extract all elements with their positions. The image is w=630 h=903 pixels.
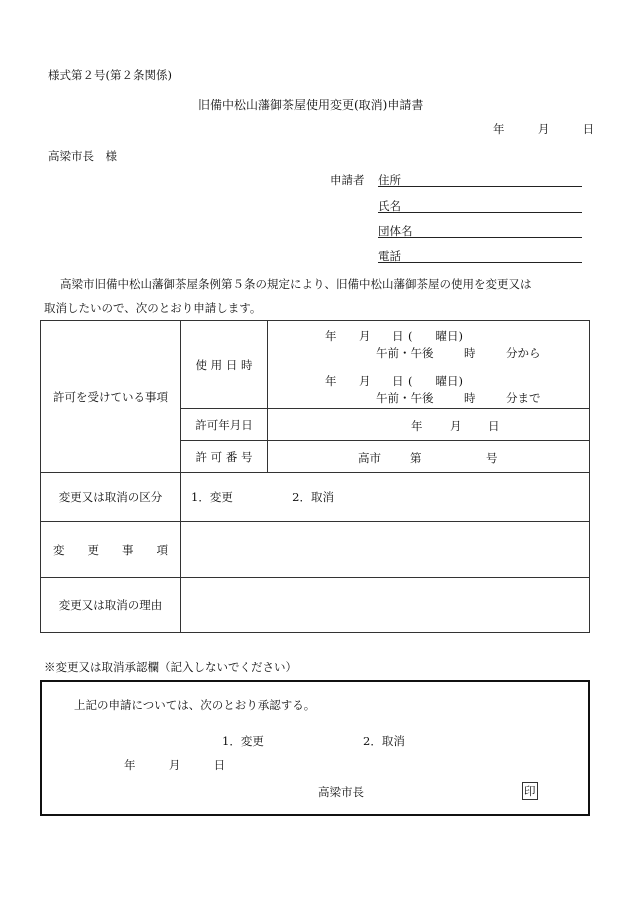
org-field[interactable] [378,223,582,238]
org-label: 団体名 [378,224,413,238]
approval-box [40,680,590,816]
change-items-cell[interactable] [181,522,590,578]
approval-mayor: 高梁市長 [318,785,364,799]
permit-month-label: 月 [450,418,462,433]
permitted-matters-label: 許可を受けている事項 [41,321,181,473]
end-year-label: 年 [325,373,337,388]
approval-text: 上記の申請については、次のとおり承認する。 [74,698,316,712]
permit-date-label: 許可年月日 [181,409,268,441]
approval-year-label: 年 [124,758,136,772]
end-month-label: 月 [359,373,371,388]
start-ampm-label: 午前・午後 [376,345,434,360]
approval-option-change: 1．変更 [222,734,264,748]
name-field[interactable] [378,198,582,213]
change-items-label: 変 更 事 項 [41,522,181,578]
application-table [40,320,590,633]
start-day-label: 日 [392,328,404,343]
category-option-cancel[interactable]: 2．取消 [292,490,334,504]
permit-number-dai: 第 [410,450,422,465]
address-field[interactable] [378,172,582,187]
permit-date-cell[interactable] [268,409,590,441]
date-month-label: 月 [537,122,550,136]
approval-date [124,757,225,773]
approval-day-label: 日 [213,758,226,772]
end-ampm-label: 午前・午後 [376,390,434,405]
date-year-label: 年 [493,122,505,136]
phone-field[interactable] [378,248,582,263]
reason-cell[interactable] [181,578,590,633]
approval-month-label: 月 [168,758,181,772]
start-minute-label: 分から [506,345,541,360]
start-weekday-label: ( 曜日) [408,328,463,343]
approval-option-cancel: 2．取消 [363,734,405,748]
permit-number-label: 許 可 番 号 [181,441,268,473]
date-day-label: 日 [582,122,595,136]
reason-label: 変更又は取消の理由 [41,578,181,633]
end-hour-label: 時 [464,390,476,405]
usage-datetime-cell[interactable] [268,321,590,409]
start-hour-label: 時 [464,345,476,360]
category-cell[interactable] [181,473,590,522]
intro-line-2: 取消したいので、次のとおり申請します。 [44,301,262,315]
name-label: 氏名 [378,199,401,213]
permit-day-label: 日 [488,418,500,433]
intro-line-1: 高梁市旧備中松山藩御茶屋条例第５条の規定により、旧備中松山藩御茶屋の使用を変更又は [60,277,532,291]
category-label: 変更又は取消の区分 [41,473,181,522]
start-year-label: 年 [325,328,337,343]
form-title: 旧備中松山藩御茶屋使用変更(取消)申請書 [198,98,424,112]
date-line [493,121,594,137]
approval-heading: ※変更又は取消承認欄（記入しないでください） [44,660,297,674]
applicant-label: 申請者 [330,173,365,187]
permit-number-prefix: 高市 [358,450,381,465]
end-weekday-label: ( 曜日) [408,373,463,388]
usage-datetime-label: 使 用 日 時 [181,321,268,409]
form-number: 様式第２号(第２条関係) [48,68,172,82]
end-minute-label: 分まで [506,390,541,405]
permit-year-label: 年 [411,418,423,433]
permit-number-cell[interactable] [268,441,590,473]
start-month-label: 月 [359,328,371,343]
addressee: 高梁市長 様 [48,149,117,163]
seal-mark: 印 [524,784,536,798]
end-day-label: 日 [392,373,404,388]
category-option-change[interactable]: 1．変更 [191,490,233,504]
permit-number-go: 号 [486,450,498,465]
address-label: 住所 [378,173,401,187]
phone-label: 電話 [378,249,401,263]
